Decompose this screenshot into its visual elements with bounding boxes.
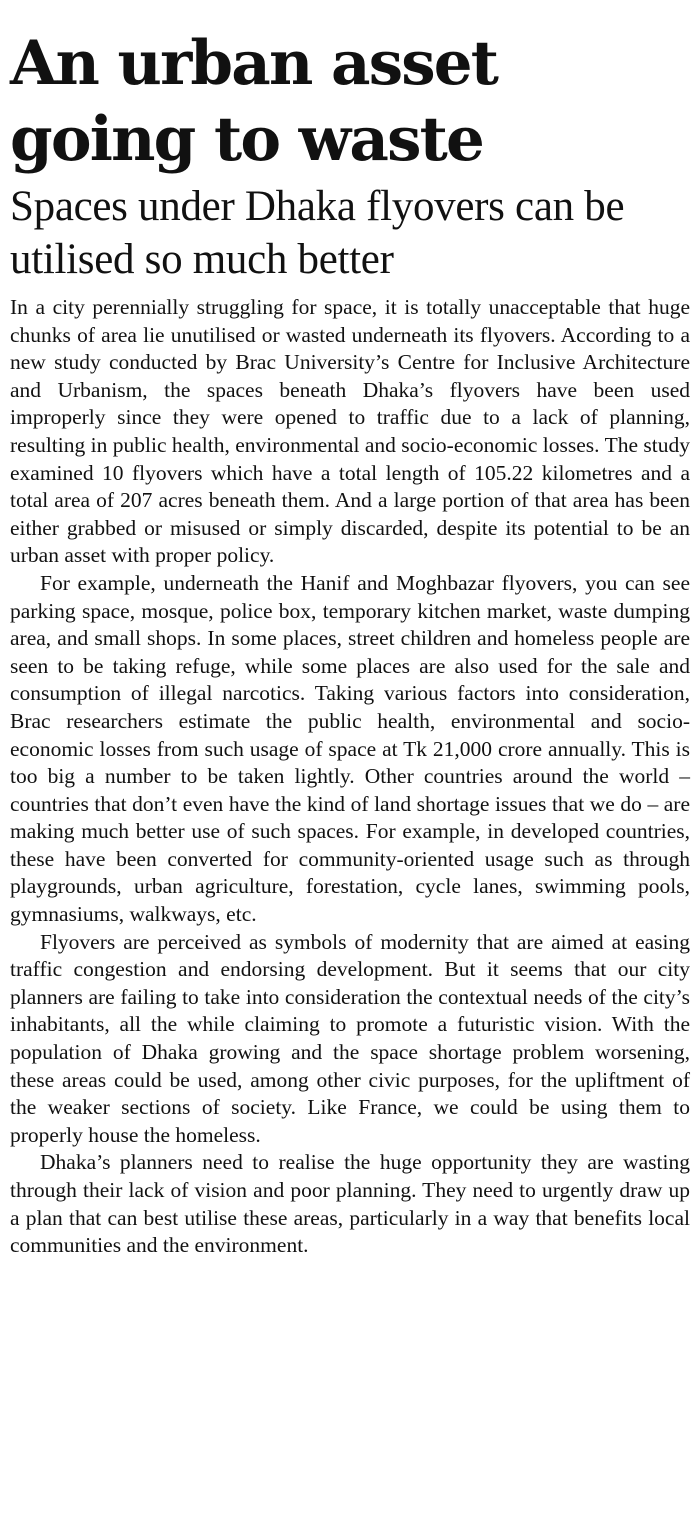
article-body [10, 294, 690, 1260]
paragraph-3: Flyovers are perceived as symbols of modernity that are aimed at easing traffic congestion and endorsing development. But it seems that our city planners are failing to take into consideration the contextual needs of the city’s inhabitants, all the while claiming to promote a futuristic vision. With the population of Dhaka growing and the space shortage problem worsening, these areas could be used, among other civic purposes, for the upliftment of the weaker sections of society. Like France, we could be using them to properly house the homeless. [10, 929, 690, 1147]
paragraph-2: For example, underneath the Hanif and Moghbazar flyovers, you can see parking space, mosque, police box, temporary kitchen market, waste dumping area, and small shops. In some places, street children and homeless people are seen to be taking refuge, while some places are also used for the sale and consumption of illegal narcotics. Taking various factors into consideration, Brac researchers estimate the public health, environmental and socio-economic losses from such usage of space at Tk 21,000 crore annually. This is too big a number to be taken lightly. Other countries around the world – countries that don’t even have the kind of land shortage issues that we do – are making much better use of such spaces. For example, in developed countries, these have been converted for community-oriented usage such as through playgrounds, urban agriculture, forestation, cycle lanes, swimming pools, gymnasiums, walkways, etc. [10, 570, 690, 927]
paragraph-1: In a city perennially struggling for space, it is totally unacceptable that huge chunks of area lie unutilised or wasted underneath its flyovers. According to a new study conducted by Brac University’s Centre for Inclusive Architecture and Urbanism, the spaces beneath Dhaka’s flyovers have been used improperly since they were opened to traffic due to a lack of planning, resulting in public health, environmental and socio-economic losses. The study examined 10 flyovers which have a total length of 105.22 kilometres and a total area of 207 acres beneath them. And a large portion of that area has been either grabbed or misused or simply discarded, despite its potential to be an urban asset with proper policy. [10, 295, 690, 568]
headline: An urban asset going to waste [10, 28, 498, 175]
subheadline: Spaces under Dhaka flyovers can be utilised so much better [10, 183, 625, 283]
paragraph-4: Dhaka’s planners need to realise the huge opportunity they are wasting through their lack of vision and poor planning. They need to urgently draw up a plan that can best utilise these areas, particularly in a way that benefits local communities and the environment. [10, 1150, 690, 1258]
